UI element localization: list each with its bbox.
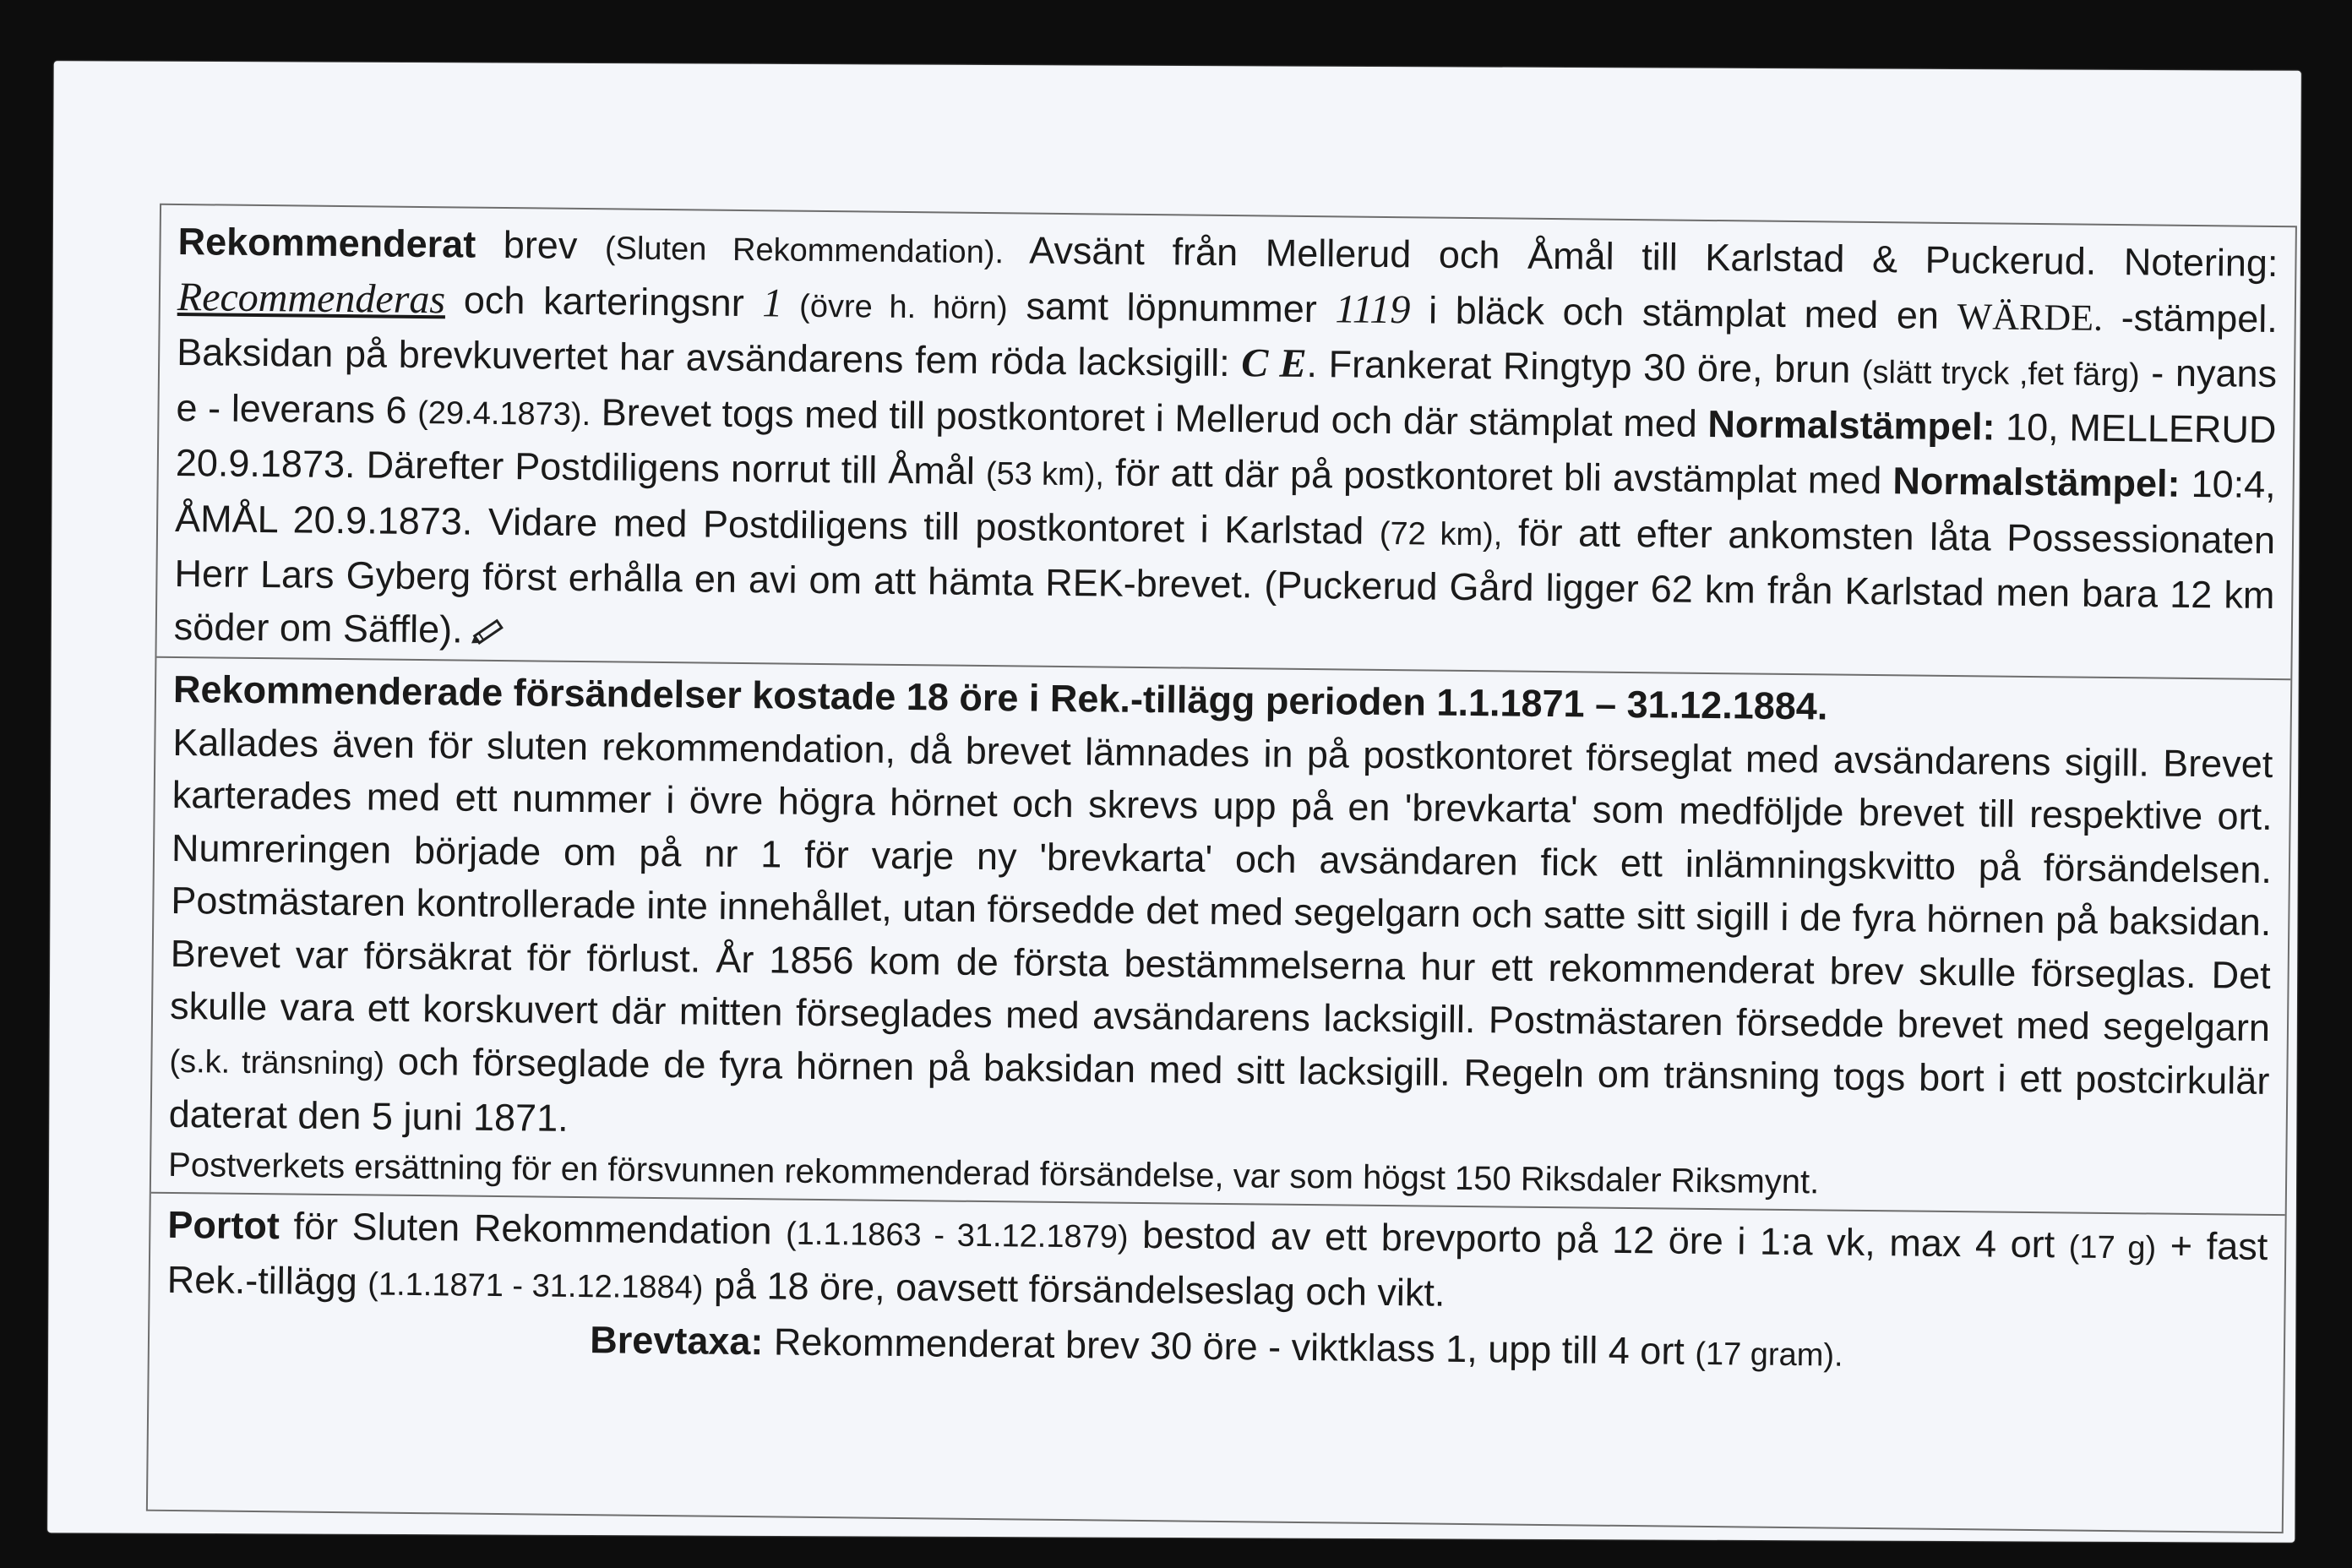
letter-description: Rekommenderat brev (Sluten Rekommendation). Avsänt från Mellerud och Åmål till Karlstad & Puckerud. Notering: Recommenderas och karteringsnr 1 (övre h. hörn) samt löpnummer 1119 i bläck och stämplat med en WÄRDE. -stämpel. Baksidan på brevkuvertet har avsändarens fem röda lacksigill: C E. Frankerat Ringtyp 30 öre, brun (slätt tryck ,fet färg) - nyans e - leverans 6 (29.4.1873). Brevet togs med till postkontoret i Mellerud och där stämplat med Normalstämpel: 10, MELLERUD 20.9.1873. Därefter Postdiligens norrut till Åmål (53 km), för att där på postkontoret bli avstämplat med Normalstämpel: 10:4, ÅMÅL 20.9.1873. Vidare med Postdiligens till postkontoret i Karlstad (72 km), för att efter ankomsten låta Possessionaten Herr Lars Gyberg först erhålla en avi om att hämta REK-brevet. (Puckerud Gård ligger 62 km från Karlstad men bara 12 km söder om Säffle). (173, 219, 2278, 651)
warde-stamp: WÄRDE. (1957, 295, 2104, 339)
section2-body: Kallades även för sluten rekommendation, då brevet lämnades in på postkontoret förseglat med avsändarens sigill. Brevet karterades med ett nummer i övre högra hörnet och skrevs upp på en 'brevkarta' som medföljde brevet till respektive ort. Numreringen började om på nr 1 för varje ny 'brevkarta' och avsändaren fick ett inlämningskvitto på försändelsen. Postmästaren kontrollerade inte innehållet, utan försedde det med segelgarn och satte sitt sigill i de fyra hörnen på baksidan. Brevet var försäkrat för förlust. År 1856 kom de första bestämmelserna hur ett rekommenderat brev skulle förseglas. Det skulle vara ett korskuvert där mitten förseglades med avsändarens lacksigill. Postmästaren försedde brevet med segelgarn (169, 720, 2273, 1049)
section2-heading: Rekommenderade försändelser kostade 18 öre i Rek.-tillägg perioden 1.1.1871 – 31.12.1884. (172, 667, 1828, 728)
section3-heading: Portot (167, 1202, 280, 1247)
pencil-icon (466, 617, 509, 646)
recommenderas-notation: Recommenderas (177, 274, 446, 322)
postage-rates: Portot för Sluten Rekommendation (1.1.1863 - 31.12.1879) bestod av ett brevporto på 12 öre i 1:a vk, max 4 ort (17 g) + fast Rek.-tillägg (1.1.1871 - 31.12.1884) på 18 öre, oavsett försändelseslag och vikt. Brevtaxa: Rekommenderat brev 30 öre - viktklass 1, upp till 4 ort (17 gram). (166, 1198, 2268, 1386)
section2-footnote: Postverkets ersättning för en försvunnen rekommenderad försändelse, var som högst 150 Riksdaler Riksmynt. (167, 1146, 1820, 1200)
karteringsnr: 1 (762, 280, 783, 325)
lopnummer: 1119 (1335, 286, 1411, 332)
text-frame (146, 204, 2297, 1533)
info-card (47, 61, 2301, 1543)
registered-mail-history: Rekommenderade försändelser kostade 18 öre i Rek.-tillägg perioden 1.1.1871 – 31.12.1884. Kallades även för sluten rekommendation, då brevet lämnades in på postkontoret förseglat med avsändarens sigill. Brevet karterades med ett nummer i övre högra hörnet och skrevs upp på en 'brevkarta' som medföljde brevet till respektive ort. Numreringen började om på nr 1 för varje ny 'brevkarta' och avsändaren fick ett inlämningskvitto på försändelsen. Postmästaren kontrollerade inte innehållet, utan försedde det med segelgarn och satte sitt sigill i de fyra hörnen på baksidan. Brevet var försäkrat för förlust. År 1856 kom de första bestämmelserna hur ett rekommenderat brev skulle förseglas. Det skulle vara ett korskuvert där mitten förseglades med avsändarens lacksigill. Postmästaren försedde brevet med segelgarn (s.k. tränsning) och förseglade de fyra hörnen på baksidan med sitt lacksigill. Regeln om tränsning togs bort i ett postcirkulär daterat den 5 juni 1871. Postverkets ersättning för en försvunnen rekommenderad försändelse, var som högst 150 Riksdaler Riksmynt. (168, 663, 2273, 1210)
section1-heading: Rekommenderat (177, 219, 476, 266)
seal-initials: C E (1241, 340, 1307, 386)
brevtaxa-line: Brevtaxa: Rekommenderat brev 30 öre - viktklass 1, upp till 4 ort (17 gram). (590, 1317, 1843, 1374)
